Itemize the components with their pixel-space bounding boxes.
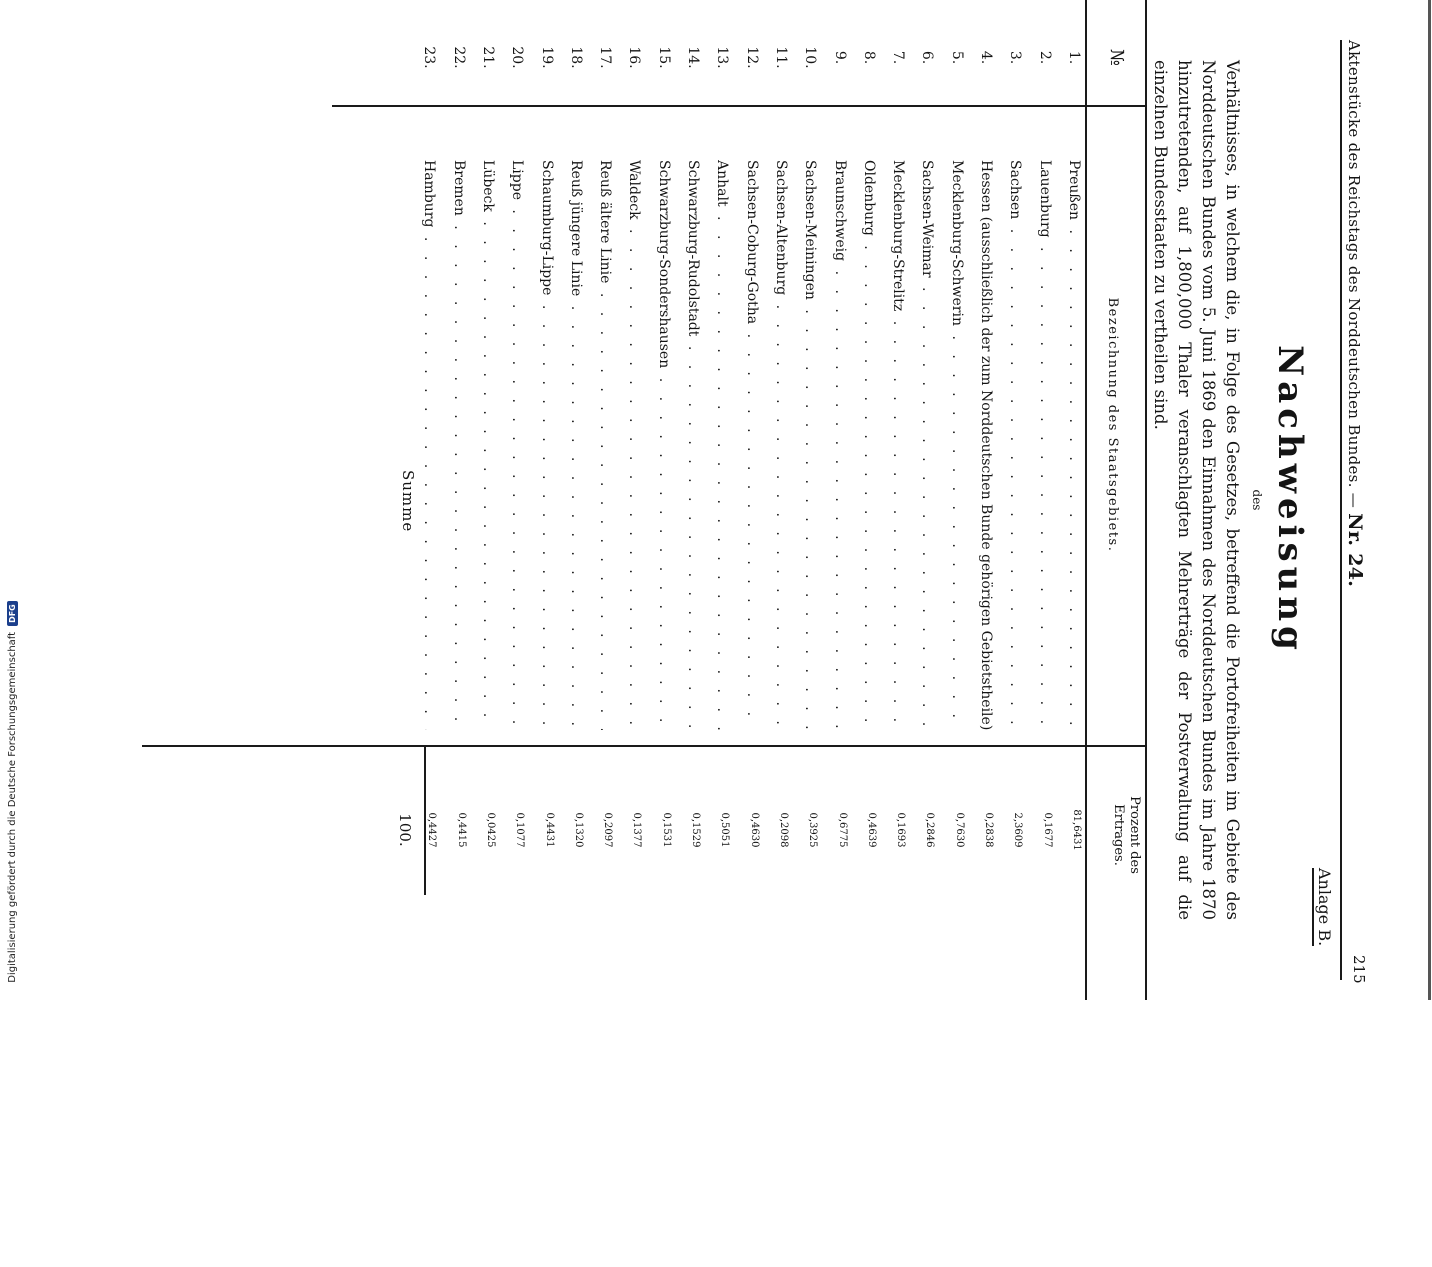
row-number: 16. [626, 46, 643, 69]
percent-value: 0,6775 [836, 812, 848, 848]
percent-value: 0,2098 [778, 812, 789, 848]
row-number: 14. [685, 46, 702, 69]
percent-value: 0,1320 [572, 812, 584, 848]
table-row [494, 0, 525, 1000]
table-row [582, 0, 613, 1000]
column-header-name: Bezeichnung des Staatsgebiets. [1105, 297, 1120, 553]
state-name: Reuß ältere Linie . . . [597, 160, 613, 730]
intro-paragraph: Verhältnisses, in welchem die, in Folge des Gesetzes, betreffend die Portofreiheiten im Gebiete des Norddeutschen Bundes vom 5. Juni 1869 den Einnahmen des Norddeutschen Bundes im Jahre 1870 hinzutretenden, auf 1,800,000 Thaler veranschlagten Mehrerträge der Postverwaltung auf die einzelnen Bundesstaaten zu vertheilen sind. [1151, 60, 1242, 920]
percent-value: 0,2097 [602, 812, 614, 848]
percent-value: 0,2846 [924, 812, 936, 848]
state-name: Bremen . . . [451, 160, 467, 730]
row-number: 5. [948, 50, 965, 65]
annex-label: Anlage B. [1312, 868, 1334, 946]
digitization-note [0, 317, 24, 1267]
row-number: 1. [1066, 50, 1082, 65]
row-number: 23. [421, 46, 438, 69]
scan-edge [1428, 0, 1431, 1000]
percent-value: 0,4639 [865, 812, 877, 848]
percent-value: 0,1531 [660, 812, 672, 848]
state-name: Schwarzburg-Rudolstadt . . . [685, 160, 701, 730]
table-row [817, 0, 848, 1000]
row-number: 2. [1036, 50, 1053, 65]
percent-value: 0,0425 [485, 812, 496, 848]
state-name: Schwarzburg-Sondershausen . . . [656, 160, 672, 730]
row-number: 3. [1007, 50, 1024, 65]
document-number: Nr. 24. [1344, 513, 1366, 588]
row-number: 9. [831, 50, 848, 65]
table-row [787, 0, 818, 1000]
row-number: 21. [480, 46, 496, 69]
state-name: Braunschweig . . . [832, 160, 848, 730]
state-name: Lippe . . . [509, 160, 525, 730]
percent-value: 0,1677 [1041, 812, 1053, 848]
table-row [670, 0, 701, 1000]
table-row [729, 0, 760, 1000]
table-row [758, 0, 789, 1000]
table-header-rule [1085, 0, 1087, 1000]
row-number: 6. [919, 50, 936, 65]
state-name: Hamburg . . . [421, 160, 437, 730]
table-row [465, 0, 496, 1000]
row-number: 15. [655, 46, 672, 69]
digitization-note-text: Digitalisierung gefördert durch die Deutsche Forschungsgemeinschaft [6, 631, 18, 983]
state-name: Preußen . . . [1066, 160, 1082, 730]
column-header-number: № [1106, 48, 1127, 67]
state-name: Sachsen-Weimar . . . [920, 160, 936, 730]
row-number: 4. [978, 50, 995, 65]
state-name: Lübeck . . . [480, 160, 496, 730]
table-row [553, 0, 584, 1000]
state-name: Sachsen-Coburg-Gotha . . . [744, 160, 760, 730]
table-row [905, 0, 936, 1000]
state-name: Oldenburg . . . [861, 160, 877, 730]
row-number: 19. [538, 46, 555, 69]
state-name: Sachsen-Altenburg . . . [773, 160, 789, 730]
state-name: Hessen (ausschließlich der zum Norddeutschen Bunde gehörigen Gebietstheile) . . . [978, 160, 994, 730]
table-row [934, 0, 965, 1000]
state-name: Sachsen . . . [1007, 160, 1023, 730]
table-row [612, 0, 643, 1000]
percent-value: 0,4427 [426, 812, 438, 848]
state-name: Schaumburg-Lippe . . . [539, 160, 555, 730]
state-name: Reuß jüngere Linie . . . [568, 160, 584, 730]
table-row [524, 0, 555, 1000]
table-row [963, 0, 994, 1000]
document-title: Nachweisung [1270, 345, 1310, 655]
table-top-rule [1145, 0, 1147, 1000]
state-name: Sachsen-Meiningen . . . [802, 160, 818, 730]
row-number: 13. [714, 46, 731, 69]
table-row [992, 0, 1023, 1000]
percent-value: 0,1693 [895, 812, 907, 848]
row-number: 18. [567, 46, 584, 69]
state-name: Mecklenburg-Schwerin . . . [949, 160, 965, 730]
row-number: 17. [597, 46, 614, 69]
row-number: 20. [509, 46, 526, 69]
row-number: 8. [860, 50, 877, 65]
table-row [1051, 0, 1082, 1000]
dfg-logo: DFG [7, 601, 18, 626]
running-head-text: Aktenstücke des Reichstags des Norddeutschen Bundes. — [1345, 40, 1363, 509]
running-head [1344, 40, 1366, 920]
percent-value: 0,5051 [719, 812, 731, 848]
page-number: 215 [1350, 955, 1368, 984]
percent-value: 0,3925 [807, 812, 819, 848]
row-number: 11. [773, 46, 789, 69]
percent-value: 0,4630 [748, 812, 760, 848]
percent-value: 2,3609 [1012, 812, 1024, 848]
percent-value: 0,4431 [543, 812, 555, 848]
state-name: Lauenburg . . . [1037, 160, 1053, 730]
sum-label: Summe [399, 470, 417, 533]
table-row [436, 0, 467, 1000]
percent-value: 0,1529 [690, 812, 702, 848]
row-number: 22. [450, 46, 467, 69]
row-number: 7. [890, 50, 907, 65]
table-row [641, 0, 672, 1000]
percent-value: 0,7630 [953, 812, 965, 848]
percent-value: 0,1377 [631, 812, 643, 848]
state-name: Anhalt . . . [714, 160, 730, 730]
percent-value: 0,2838 [983, 812, 995, 848]
row-number: 12. [743, 46, 760, 69]
header-rule [1340, 40, 1342, 980]
column-header-percent: Prozent des Ertrages. [1111, 796, 1142, 874]
state-name: Mecklenburg-Strelitz . . . [890, 160, 906, 730]
table-row [846, 0, 877, 1000]
table-row [699, 0, 730, 1000]
sum-value: 100. [396, 813, 414, 847]
percent-value: 0,1077 [514, 812, 526, 848]
row-number: 10. [802, 46, 819, 69]
table-row [875, 0, 906, 1000]
document-title-sub: des [1250, 489, 1264, 511]
percent-value: 0,4415 [455, 812, 467, 848]
table-row [1022, 0, 1053, 1000]
percent-value: 81,6431 [1071, 809, 1082, 851]
state-name: Waldeck . . . [627, 160, 643, 730]
